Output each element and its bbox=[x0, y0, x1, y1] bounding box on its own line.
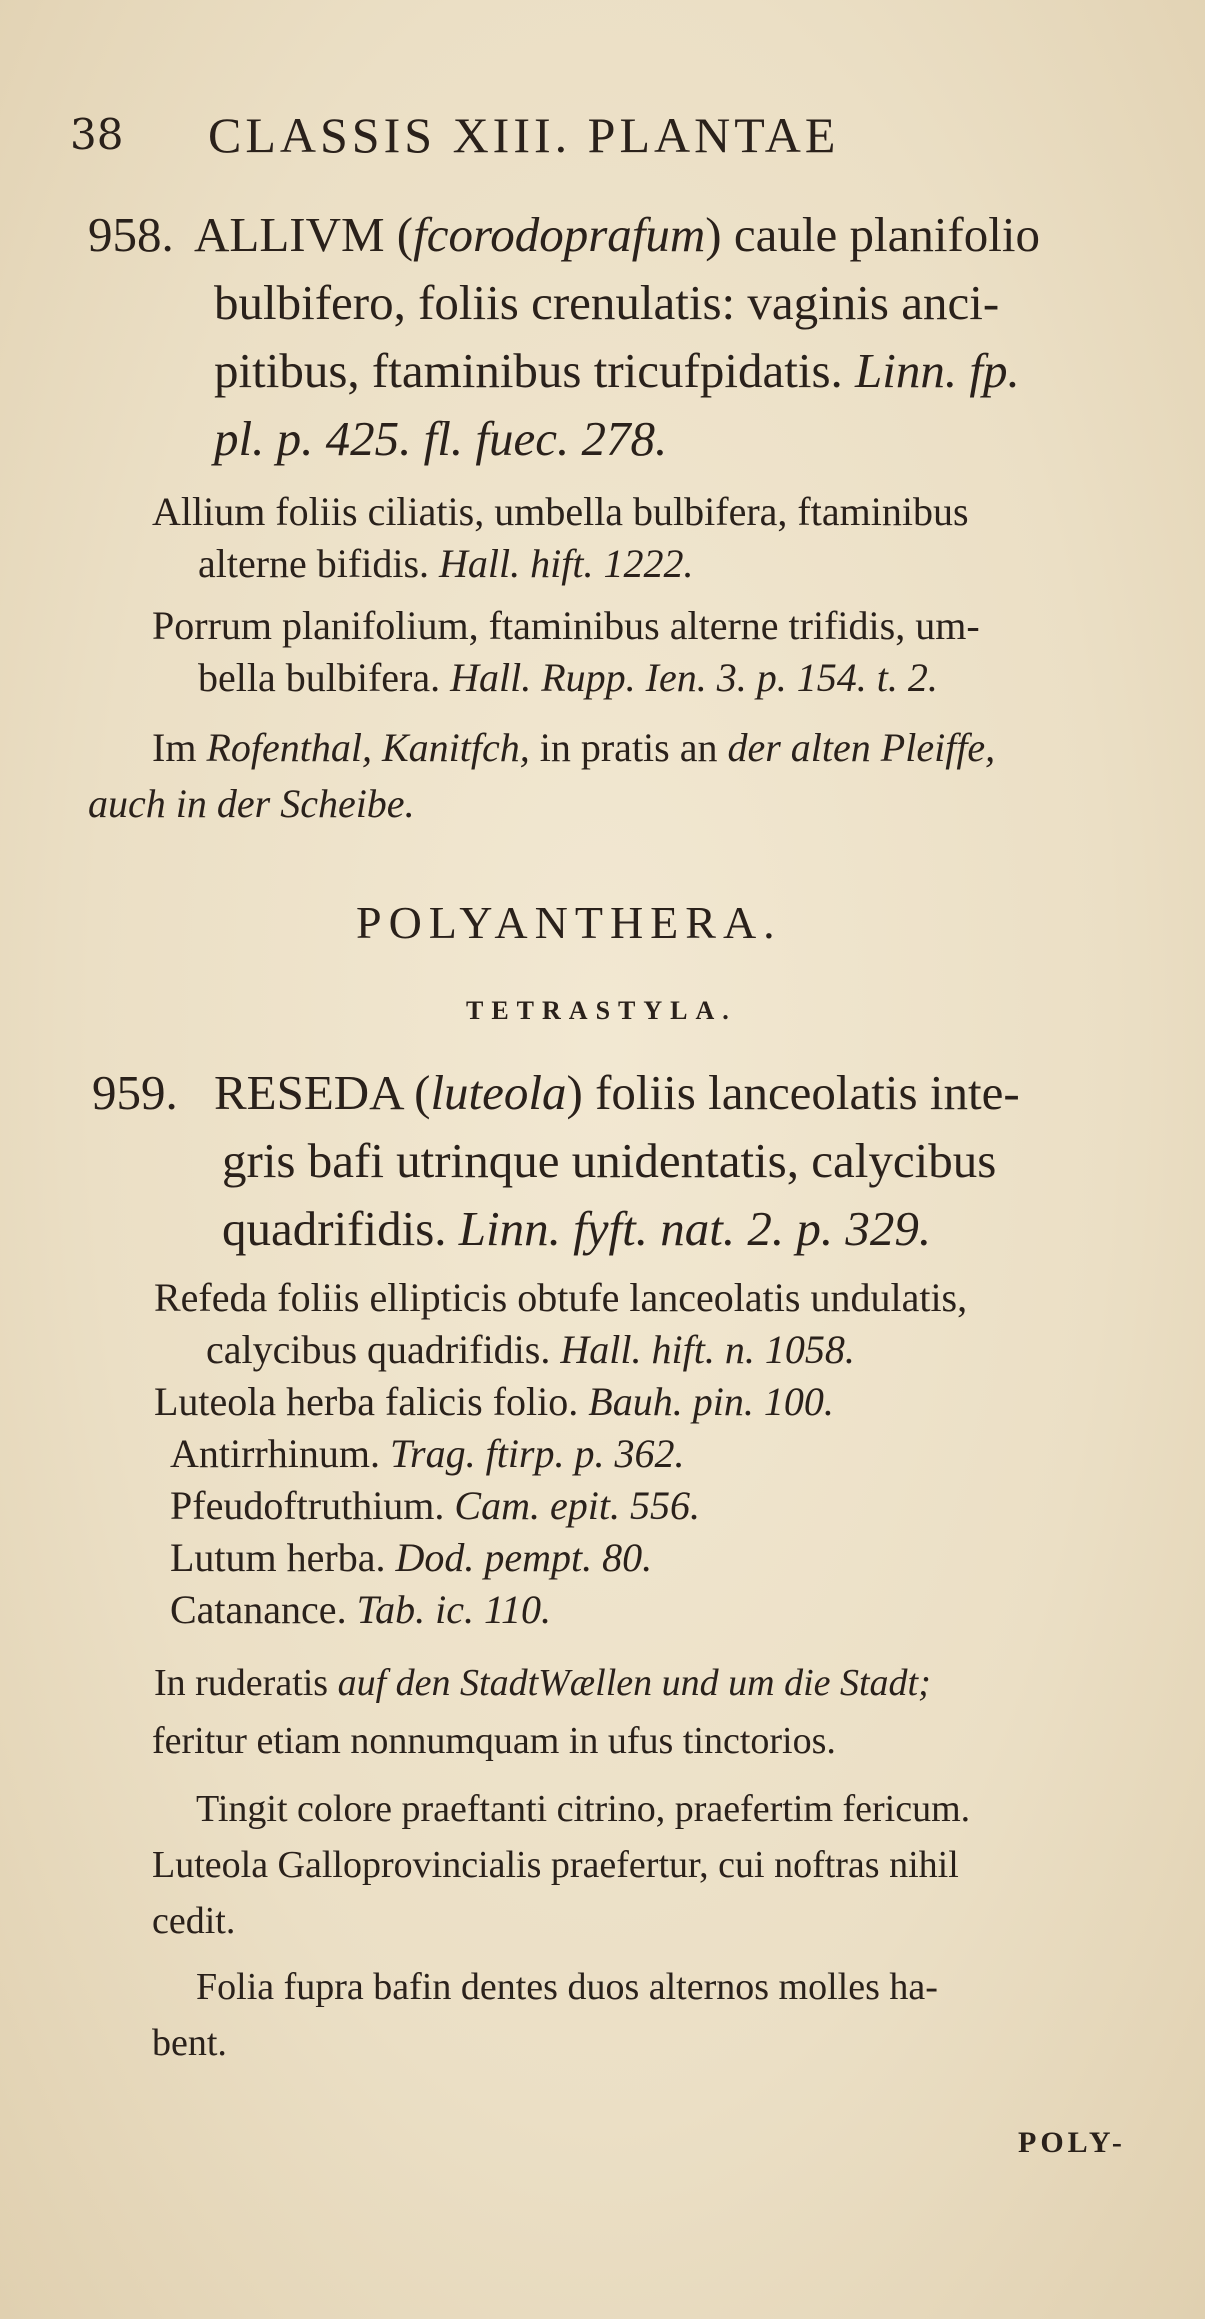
section-subheading: TETRASTYLA. bbox=[466, 996, 737, 1025]
synonym-allium-cont: alterne bifidis. Hall. hift. 1222. bbox=[198, 541, 694, 586]
habitat-958: Im Rofenthal, Kanitfch, in pratis an der alten Pleiffe, bbox=[152, 725, 996, 770]
note-cedit: cedit. bbox=[152, 1900, 236, 1942]
synonym-porrum-cont: bella bulbifera. Hall. Rupp. Ien. 3. p. 154. t. 2. bbox=[198, 655, 938, 700]
entry-959-line-2: gris bafi utrinque unidentatis, calycibus bbox=[222, 1133, 997, 1188]
note-folia-cont: bent. bbox=[152, 2022, 227, 2064]
entry-958-line-1: ALLIVM (fcorodoprafum) caule planifolio bbox=[194, 207, 1040, 262]
note-tingit: Tingit colore praeftanti citrino, praefertim fericum. bbox=[196, 1788, 971, 1830]
synonym-catanance: Catanance. Tab. ic. 110. bbox=[170, 1587, 552, 1632]
entry-number-958: 958. bbox=[88, 207, 174, 262]
entry-959-line-1: RESEDA (luteola) foliis lanceolatis inte- bbox=[214, 1065, 1020, 1120]
habitat-959: In ruderatis auf den StadtWællen und um die Stadt; bbox=[154, 1662, 931, 1704]
synonym-refeda-cont: calycibus quadrifidis. Hall. hift. n. 1058. bbox=[206, 1327, 855, 1372]
habitat-959-cont: feritur etiam nonnumquam in ufus tinctorios. bbox=[152, 1720, 836, 1762]
synonym-pfeudoftruthium: Pfeudoftruthium. Cam. epit. 556. bbox=[170, 1483, 700, 1528]
entry-number-959: 959. bbox=[92, 1065, 178, 1120]
entry-958-line-2: bulbifero, foliis crenulatis: vaginis anci- bbox=[214, 275, 1000, 330]
note-luteola: Luteola Galloprovincialis praefertur, cui noftras nihil bbox=[152, 1844, 959, 1886]
synonym-porrum: Porrum planifolium, ftaminibus alterne trifidis, um- bbox=[152, 603, 980, 648]
synonym-allium: Allium foliis ciliatis, umbella bulbifera, ftaminibus bbox=[152, 489, 969, 534]
section-heading: POLYANTHERA. bbox=[356, 897, 782, 948]
catchword: POLY- bbox=[1018, 2126, 1126, 2159]
habitat-958-cont: auch in der Scheibe. bbox=[88, 781, 415, 826]
synonym-luteola: Luteola herba falicis folio. Bauh. pin. 100. bbox=[154, 1379, 834, 1424]
synonym-lutum: Lutum herba. Dod. pempt. 80. bbox=[170, 1535, 653, 1580]
page-number: 38 bbox=[70, 110, 124, 159]
entry-958-line-4: pl. p. 425. fl. fuec. 278. bbox=[214, 411, 668, 466]
note-folia: Folia fupra bafin dentes duos alternos molles ha- bbox=[196, 1966, 938, 2008]
entry-959-line-3: quadrifidis. Linn. fyft. nat. 2. p. 329. bbox=[222, 1201, 932, 1256]
synonym-refeda: Refeda foliis ellipticis obtufe lanceolatis undulatis, bbox=[154, 1275, 968, 1320]
entry-958-line-3: pitibus, ftaminibus tricufpidatis. Linn. fp. bbox=[214, 343, 1020, 398]
running-title: CLASSIS XIII. PLANTAE bbox=[208, 107, 840, 163]
synonym-antirrhinum: Antirrhinum. Trag. ftirp. p. 362. bbox=[170, 1431, 685, 1476]
